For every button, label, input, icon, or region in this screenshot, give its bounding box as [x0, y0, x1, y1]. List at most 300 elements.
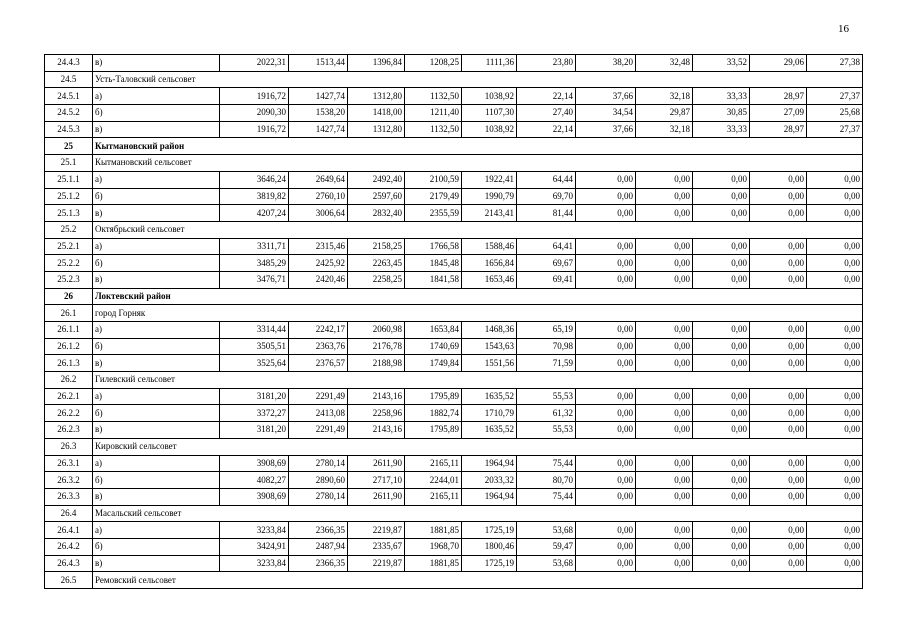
row-code: 25.2	[45, 221, 93, 238]
value-cell: 1468,36	[462, 322, 517, 339]
row-option-label: в)	[93, 271, 220, 288]
section-title: Усть-Таловский сельсовет	[93, 71, 863, 88]
value-cell: 37,66	[576, 88, 636, 105]
value-cell: 2143,16	[348, 388, 405, 405]
value-cell: 1968,70	[405, 538, 462, 555]
district-row	[45, 138, 863, 155]
value-cell: 0,00	[750, 171, 807, 188]
value-cell: 1208,25	[405, 55, 462, 72]
value-cell: 0,00	[807, 271, 863, 288]
value-cell: 2244,01	[405, 472, 462, 489]
value-cell: 2780,14	[289, 455, 348, 472]
value-cell: 1990,79	[462, 188, 517, 205]
row-option-label: в)	[93, 422, 220, 439]
value-cell: 0,00	[693, 171, 750, 188]
value-cell: 4082,27	[220, 472, 289, 489]
value-cell: 0,00	[750, 538, 807, 555]
value-cell: 3424,91	[220, 538, 289, 555]
value-cell: 1841,58	[405, 271, 462, 288]
value-cell: 0,00	[693, 488, 750, 505]
value-cell: 1038,92	[462, 121, 517, 138]
value-cell: 0,00	[693, 538, 750, 555]
value-cell: 1132,50	[405, 88, 462, 105]
value-cell: 0,00	[807, 488, 863, 505]
value-cell: 3006,64	[289, 205, 348, 222]
value-cell: 0,00	[693, 238, 750, 255]
value-cell: 61,32	[517, 405, 576, 422]
value-cell: 0,00	[576, 238, 636, 255]
value-cell: 2291,49	[289, 388, 348, 405]
row-code: 26.3	[45, 438, 93, 455]
table-row	[45, 388, 863, 405]
value-cell: 2611,90	[348, 488, 405, 505]
table-row	[45, 188, 863, 205]
value-cell: 0,00	[693, 472, 750, 489]
value-cell: 33,33	[693, 88, 750, 105]
row-code: 26.4.3	[45, 555, 93, 572]
row-code: 26.2.2	[45, 405, 93, 422]
section-title: Кытмановский сельсовет	[93, 155, 863, 172]
value-cell: 1653,84	[405, 322, 462, 339]
section-row	[45, 438, 863, 455]
row-option-label: а)	[93, 322, 220, 339]
section-row	[45, 71, 863, 88]
row-code: 25.1	[45, 155, 93, 172]
value-cell: 0,00	[693, 255, 750, 272]
value-cell: 2179,49	[405, 188, 462, 205]
table-body	[45, 55, 863, 589]
row-option-label: б)	[93, 472, 220, 489]
value-cell: 1635,52	[462, 388, 517, 405]
row-code: 25	[45, 138, 93, 155]
value-cell: 22,14	[517, 88, 576, 105]
value-cell: 1710,79	[462, 405, 517, 422]
value-cell: 2158,25	[348, 238, 405, 255]
row-code: 26.3.1	[45, 455, 93, 472]
row-option-label: б)	[93, 105, 220, 122]
table-row	[45, 255, 863, 272]
value-cell: 34,54	[576, 105, 636, 122]
value-cell: 0,00	[636, 555, 693, 572]
value-cell: 0,00	[807, 355, 863, 372]
value-cell: 2487,94	[289, 538, 348, 555]
row-option-label: а)	[93, 455, 220, 472]
value-cell: 0,00	[750, 355, 807, 372]
value-cell: 1513,44	[289, 55, 348, 72]
value-cell: 0,00	[576, 405, 636, 422]
value-cell: 53,68	[517, 522, 576, 539]
table-row	[45, 355, 863, 372]
table-row	[45, 105, 863, 122]
value-cell: 2760,10	[289, 188, 348, 205]
value-cell: 1881,85	[405, 555, 462, 572]
value-cell: 0,00	[693, 422, 750, 439]
value-cell: 1656,84	[462, 255, 517, 272]
value-cell: 2649,64	[289, 171, 348, 188]
value-cell: 0,00	[693, 205, 750, 222]
value-cell: 0,00	[807, 338, 863, 355]
value-cell: 1922,41	[462, 171, 517, 188]
section-row	[45, 155, 863, 172]
value-cell: 0,00	[576, 205, 636, 222]
row-code: 24.5	[45, 71, 93, 88]
value-cell: 0,00	[750, 555, 807, 572]
value-cell: 2315,46	[289, 238, 348, 255]
table-row	[45, 405, 863, 422]
value-cell: 55,53	[517, 422, 576, 439]
row-option-label: а)	[93, 171, 220, 188]
value-cell: 69,67	[517, 255, 576, 272]
value-cell: 0,00	[693, 355, 750, 372]
value-cell: 28,97	[750, 121, 807, 138]
value-cell: 1038,92	[462, 88, 517, 105]
row-option-label: в)	[93, 121, 220, 138]
value-cell: 1107,30	[462, 105, 517, 122]
value-cell: 3908,69	[220, 455, 289, 472]
table-row	[45, 121, 863, 138]
value-cell: 2376,57	[289, 355, 348, 372]
value-cell: 0,00	[807, 238, 863, 255]
section-row	[45, 372, 863, 389]
row-code: 26.4.2	[45, 538, 93, 555]
row-option-label: б)	[93, 338, 220, 355]
row-code: 25.1.2	[45, 188, 93, 205]
value-cell: 2492,40	[348, 171, 405, 188]
value-cell: 0,00	[693, 188, 750, 205]
value-cell: 0,00	[636, 205, 693, 222]
value-cell: 33,33	[693, 121, 750, 138]
table-row	[45, 171, 863, 188]
row-code: 26.4	[45, 505, 93, 522]
value-cell: 0,00	[807, 472, 863, 489]
value-cell: 38,20	[576, 55, 636, 72]
value-cell: 2258,96	[348, 405, 405, 422]
value-cell: 2176,78	[348, 338, 405, 355]
value-cell: 0,00	[693, 522, 750, 539]
value-cell: 0,00	[750, 188, 807, 205]
value-cell: 2355,59	[405, 205, 462, 222]
row-code: 26.1.2	[45, 338, 93, 355]
value-cell: 69,70	[517, 188, 576, 205]
value-cell: 32,18	[636, 121, 693, 138]
value-cell: 33,52	[693, 55, 750, 72]
value-cell: 22,14	[517, 121, 576, 138]
table-row	[45, 522, 863, 539]
value-cell: 0,00	[576, 488, 636, 505]
row-option-label: в)	[93, 205, 220, 222]
value-cell: 0,00	[576, 472, 636, 489]
section-row	[45, 572, 863, 589]
value-cell: 0,00	[807, 455, 863, 472]
value-cell: 1740,69	[405, 338, 462, 355]
value-cell: 2258,25	[348, 271, 405, 288]
table-row	[45, 538, 863, 555]
value-cell: 27,37	[807, 88, 863, 105]
value-cell: 2335,67	[348, 538, 405, 555]
section-title: Масальский сельсовет	[93, 505, 863, 522]
row-option-label: а)	[93, 388, 220, 405]
value-cell: 0,00	[693, 338, 750, 355]
value-cell: 2420,46	[289, 271, 348, 288]
value-cell: 27,37	[807, 121, 863, 138]
value-cell: 0,00	[636, 171, 693, 188]
value-cell: 0,00	[693, 388, 750, 405]
value-cell: 0,00	[693, 322, 750, 339]
value-cell: 2165,11	[405, 455, 462, 472]
section-title: город Горняк	[93, 305, 863, 322]
row-option-label: в)	[93, 55, 220, 72]
value-cell: 75,44	[517, 488, 576, 505]
district-title: Кытмановский район	[93, 138, 863, 155]
value-cell: 27,38	[807, 55, 863, 72]
value-cell: 0,00	[576, 338, 636, 355]
value-cell: 3505,51	[220, 338, 289, 355]
value-cell: 1312,80	[348, 88, 405, 105]
value-cell: 2597,60	[348, 188, 405, 205]
value-cell: 0,00	[636, 271, 693, 288]
value-cell: 2890,60	[289, 472, 348, 489]
value-cell: 1543,63	[462, 338, 517, 355]
value-cell: 3646,24	[220, 171, 289, 188]
value-cell: 0,00	[750, 488, 807, 505]
value-cell: 3372,27	[220, 405, 289, 422]
value-cell: 64,41	[517, 238, 576, 255]
value-cell: 0,00	[750, 271, 807, 288]
value-cell: 0,00	[576, 455, 636, 472]
value-cell: 2219,87	[348, 555, 405, 572]
value-cell: 0,00	[636, 355, 693, 372]
row-code: 25.1.3	[45, 205, 93, 222]
value-cell: 0,00	[693, 271, 750, 288]
row-option-label: б)	[93, 255, 220, 272]
value-cell: 3314,44	[220, 322, 289, 339]
value-cell: 3181,20	[220, 388, 289, 405]
row-code: 25.2.1	[45, 238, 93, 255]
value-cell: 0,00	[636, 455, 693, 472]
value-cell: 2413,08	[289, 405, 348, 422]
row-code: 26.4.1	[45, 522, 93, 539]
value-cell: 0,00	[576, 355, 636, 372]
value-cell: 0,00	[576, 388, 636, 405]
value-cell: 80,70	[517, 472, 576, 489]
district-row	[45, 288, 863, 305]
value-cell: 0,00	[807, 388, 863, 405]
value-cell: 0,00	[750, 422, 807, 439]
table-row	[45, 271, 863, 288]
row-option-label: б)	[93, 188, 220, 205]
value-cell: 1725,19	[462, 522, 517, 539]
value-cell: 0,00	[576, 538, 636, 555]
value-cell: 0,00	[750, 405, 807, 422]
row-code: 26.1.3	[45, 355, 93, 372]
value-cell: 1551,56	[462, 355, 517, 372]
value-cell: 2291,49	[289, 422, 348, 439]
value-cell: 1312,80	[348, 121, 405, 138]
section-title: Октябрьский сельсовет	[93, 221, 863, 238]
value-cell: 0,00	[636, 422, 693, 439]
row-option-label: в)	[93, 555, 220, 572]
value-cell: 3819,82	[220, 188, 289, 205]
value-cell: 2165,11	[405, 488, 462, 505]
row-option-label: а)	[93, 238, 220, 255]
value-cell: 69,41	[517, 271, 576, 288]
value-cell: 1427,74	[289, 121, 348, 138]
value-cell: 0,00	[807, 555, 863, 572]
value-cell: 2090,30	[220, 105, 289, 122]
table-row	[45, 238, 863, 255]
value-cell: 1725,19	[462, 555, 517, 572]
value-cell: 1800,46	[462, 538, 517, 555]
value-cell: 53,68	[517, 555, 576, 572]
value-cell: 0,00	[636, 405, 693, 422]
value-cell: 0,00	[750, 388, 807, 405]
value-cell: 1132,50	[405, 121, 462, 138]
value-cell: 0,00	[693, 405, 750, 422]
value-cell: 1845,48	[405, 255, 462, 272]
value-cell: 1396,84	[348, 55, 405, 72]
value-cell: 0,00	[750, 238, 807, 255]
row-code: 26	[45, 288, 93, 305]
row-option-label: в)	[93, 488, 220, 505]
value-cell: 1111,36	[462, 55, 517, 72]
value-cell: 0,00	[693, 555, 750, 572]
value-cell: 0,00	[636, 322, 693, 339]
value-cell: 2780,14	[289, 488, 348, 505]
row-code: 25.2.2	[45, 255, 93, 272]
row-code: 26.3.2	[45, 472, 93, 489]
value-cell: 0,00	[807, 405, 863, 422]
value-cell: 0,00	[750, 255, 807, 272]
value-cell: 4207,24	[220, 205, 289, 222]
row-code: 26.1.1	[45, 322, 93, 339]
value-cell: 3485,29	[220, 255, 289, 272]
value-cell: 2188,98	[348, 355, 405, 372]
row-code: 26.2.1	[45, 388, 93, 405]
value-cell: 0,00	[750, 455, 807, 472]
row-code: 26.2	[45, 372, 93, 389]
value-cell: 0,00	[807, 538, 863, 555]
value-cell: 1964,94	[462, 488, 517, 505]
table-row	[45, 88, 863, 105]
table-row	[45, 488, 863, 505]
section-row	[45, 305, 863, 322]
value-cell: 1882,74	[405, 405, 462, 422]
row-code: 25.2.3	[45, 271, 93, 288]
value-cell: 1427,74	[289, 88, 348, 105]
value-cell: 64,44	[517, 171, 576, 188]
section-row	[45, 221, 863, 238]
row-code: 26.3.3	[45, 488, 93, 505]
value-cell: 1916,72	[220, 121, 289, 138]
district-title: Локтевский район	[93, 288, 863, 305]
value-cell: 2717,10	[348, 472, 405, 489]
row-option-label: б)	[93, 405, 220, 422]
value-cell: 0,00	[576, 522, 636, 539]
table-row	[45, 422, 863, 439]
row-option-label: а)	[93, 522, 220, 539]
value-cell: 1964,94	[462, 455, 517, 472]
value-cell: 0,00	[636, 238, 693, 255]
value-cell: 2033,32	[462, 472, 517, 489]
value-cell: 0,00	[807, 422, 863, 439]
page-number: 16	[838, 23, 849, 35]
value-cell: 1749,84	[405, 355, 462, 372]
value-cell: 32,18	[636, 88, 693, 105]
value-cell: 0,00	[807, 205, 863, 222]
value-cell: 3181,20	[220, 422, 289, 439]
value-cell: 1588,46	[462, 238, 517, 255]
value-cell: 0,00	[636, 522, 693, 539]
value-cell: 0,00	[576, 171, 636, 188]
value-cell: 75,44	[517, 455, 576, 472]
value-cell: 2242,17	[289, 322, 348, 339]
table-row	[45, 455, 863, 472]
value-cell: 3908,69	[220, 488, 289, 505]
row-code: 26.2.3	[45, 422, 93, 439]
value-cell: 1211,40	[405, 105, 462, 122]
value-cell: 1653,46	[462, 271, 517, 288]
value-cell: 0,00	[750, 205, 807, 222]
value-cell: 0,00	[807, 322, 863, 339]
value-cell: 23,80	[517, 55, 576, 72]
value-cell: 25,68	[807, 105, 863, 122]
value-cell: 3476,71	[220, 271, 289, 288]
value-cell: 0,00	[576, 322, 636, 339]
value-cell: 0,00	[636, 188, 693, 205]
value-cell: 30,85	[693, 105, 750, 122]
row-code: 24.5.3	[45, 121, 93, 138]
value-cell: 2425,92	[289, 255, 348, 272]
row-code: 24.5.1	[45, 88, 93, 105]
value-cell: 29,06	[750, 55, 807, 72]
value-cell: 0,00	[807, 171, 863, 188]
row-code: 25.1.1	[45, 171, 93, 188]
value-cell: 1635,52	[462, 422, 517, 439]
value-cell: 32,48	[636, 55, 693, 72]
value-cell: 0,00	[576, 188, 636, 205]
value-cell: 0,00	[750, 338, 807, 355]
row-code: 24.4.3	[45, 55, 93, 72]
value-cell: 70,98	[517, 338, 576, 355]
table-row	[45, 55, 863, 72]
value-cell: 0,00	[750, 472, 807, 489]
value-cell: 2363,76	[289, 338, 348, 355]
value-cell: 0,00	[693, 455, 750, 472]
table-row	[45, 472, 863, 489]
value-cell: 27,09	[750, 105, 807, 122]
section-title: Ремовский сельсовет	[93, 572, 863, 589]
value-cell: 0,00	[576, 422, 636, 439]
value-cell: 2366,35	[289, 522, 348, 539]
value-cell: 3233,84	[220, 522, 289, 539]
value-cell: 2832,40	[348, 205, 405, 222]
value-cell: 1795,89	[405, 388, 462, 405]
row-option-label: а)	[93, 88, 220, 105]
value-cell: 1766,58	[405, 238, 462, 255]
value-cell: 0,00	[576, 271, 636, 288]
value-cell: 0,00	[636, 255, 693, 272]
value-cell: 0,00	[807, 188, 863, 205]
value-cell: 2219,87	[348, 522, 405, 539]
value-cell: 0,00	[750, 522, 807, 539]
value-cell: 0,00	[576, 255, 636, 272]
row-code: 26.5	[45, 572, 93, 589]
value-cell: 2366,35	[289, 555, 348, 572]
value-cell: 0,00	[636, 338, 693, 355]
row-option-label: б)	[93, 538, 220, 555]
value-cell: 2143,16	[348, 422, 405, 439]
section-title: Гилевский сельсовет	[93, 372, 863, 389]
